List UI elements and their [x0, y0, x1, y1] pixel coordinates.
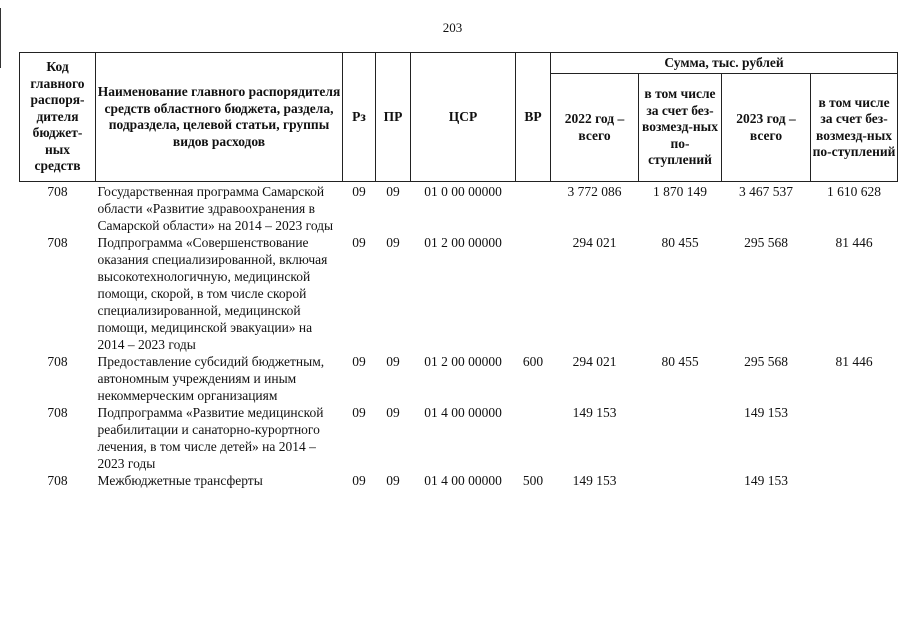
header-name: Наименование главного распорядителя средств областного бюджета, раздела, подраздела, целевой статьи, группы видов расходов — [96, 53, 343, 182]
cell-2022-incl: 80 455 — [661, 354, 699, 369]
cell-pr: 09 — [386, 473, 400, 488]
cell-code: 708 — [47, 235, 68, 250]
cell-2022-total: 149 153 — [572, 473, 617, 488]
cell-2023-total: 295 568 — [744, 354, 788, 369]
cell-name: Подпрограмма «Совершенствование оказания специализированной, включая высокотехнологичную, медицинской помощи, скорой, в том числе скорой специализированной, медицинской помощи, медицинской эвакуации» на 2014 – 2023 годы — [97, 235, 328, 352]
header-code: Код главного распоря-дителя бюджет-ных средств — [20, 53, 96, 182]
cell-name: Межбюджетные трансферты — [97, 473, 263, 488]
cell-vr — [516, 182, 551, 235]
cell-name: Подпрограмма «Развитие медицинской реабилитации и санаторно-курортного лечения, в том числе детей» на 2014 – 2023 годы — [97, 405, 324, 471]
header-csr: ЦСР — [411, 53, 516, 182]
cell-name: Государственная программа Самарской области «Развитие здравоохранения в Самарской области» на 2014 – 2023 годы — [97, 184, 334, 233]
cell-2022-incl: 1 870 149 — [653, 184, 707, 199]
header-rz: Рз — [343, 53, 376, 182]
header-vr: ВР — [516, 53, 551, 182]
header-pr: ПР — [376, 53, 411, 182]
cell-code: 708 — [47, 405, 68, 420]
cell-vr: 500 — [522, 473, 544, 488]
cell-rz: 09 — [352, 473, 366, 488]
cell-2022-incl: 80 455 — [661, 235, 699, 250]
cell-2022-total: 149 153 — [572, 405, 617, 420]
budget-table — [19, 52, 898, 489]
cell-vr: 600 — [522, 354, 544, 369]
cell-code: 708 — [47, 473, 68, 488]
cell-2022-total: 294 021 — [572, 354, 617, 369]
cell-csr: 01 4 00 00000 — [424, 405, 502, 420]
cell-vr — [516, 404, 551, 472]
cell-2022-total: 3 772 086 — [567, 184, 622, 199]
table-row — [20, 234, 898, 353]
cell-pr: 09 — [386, 354, 400, 369]
cell-2023-incl — [811, 404, 898, 472]
cell-csr: 01 4 00 00000 — [424, 473, 502, 488]
margin-rule — [0, 8, 1, 68]
cell-2023-incl: 1 610 628 — [827, 184, 882, 199]
table-row — [20, 472, 898, 489]
table-row — [20, 182, 898, 235]
page-number: 203 — [442, 20, 463, 35]
header-2023-total: 2023 год – всего — [722, 74, 811, 182]
header-2022-total: 2022 год – всего — [551, 74, 639, 182]
cell-2022-incl — [639, 472, 722, 489]
cell-2023-total: 149 153 — [744, 473, 788, 488]
cell-2022-incl — [639, 404, 722, 472]
cell-csr: 01 2 00 00000 — [424, 235, 502, 250]
cell-csr: 01 2 00 00000 — [424, 354, 502, 369]
cell-2023-total: 295 568 — [744, 235, 788, 250]
cell-vr — [516, 234, 551, 353]
cell-rz: 09 — [352, 184, 366, 199]
table-row — [20, 353, 898, 404]
cell-rz: 09 — [352, 405, 366, 420]
cell-2023-incl: 81 446 — [835, 354, 873, 369]
cell-csr: 01 0 00 00000 — [424, 184, 502, 199]
cell-rz: 09 — [352, 354, 366, 369]
header-2022-incl: в том числе за счет без-возмезд-ных по-ступлений — [639, 74, 722, 182]
cell-2023-total: 149 153 — [744, 405, 788, 420]
cell-2023-incl — [811, 472, 898, 489]
cell-2022-total: 294 021 — [572, 235, 617, 250]
cell-2023-total: 3 467 537 — [739, 184, 793, 199]
cell-code: 708 — [47, 184, 68, 199]
cell-pr: 09 — [386, 184, 400, 199]
cell-code: 708 — [47, 354, 68, 369]
cell-pr: 09 — [386, 405, 400, 420]
cell-2023-incl: 81 446 — [835, 235, 873, 250]
cell-rz: 09 — [352, 235, 366, 250]
cell-name: Предоставление субсидий бюджетным, автономным учреждениям и иным некоммерческим организациям — [97, 354, 325, 403]
table-row — [20, 404, 898, 472]
header-2023-incl: в том числе за счет без-возмезд-ных по-ступлений — [811, 74, 898, 182]
cell-pr: 09 — [386, 235, 400, 250]
header-sum-group: Сумма, тыс. рублей — [551, 53, 898, 74]
